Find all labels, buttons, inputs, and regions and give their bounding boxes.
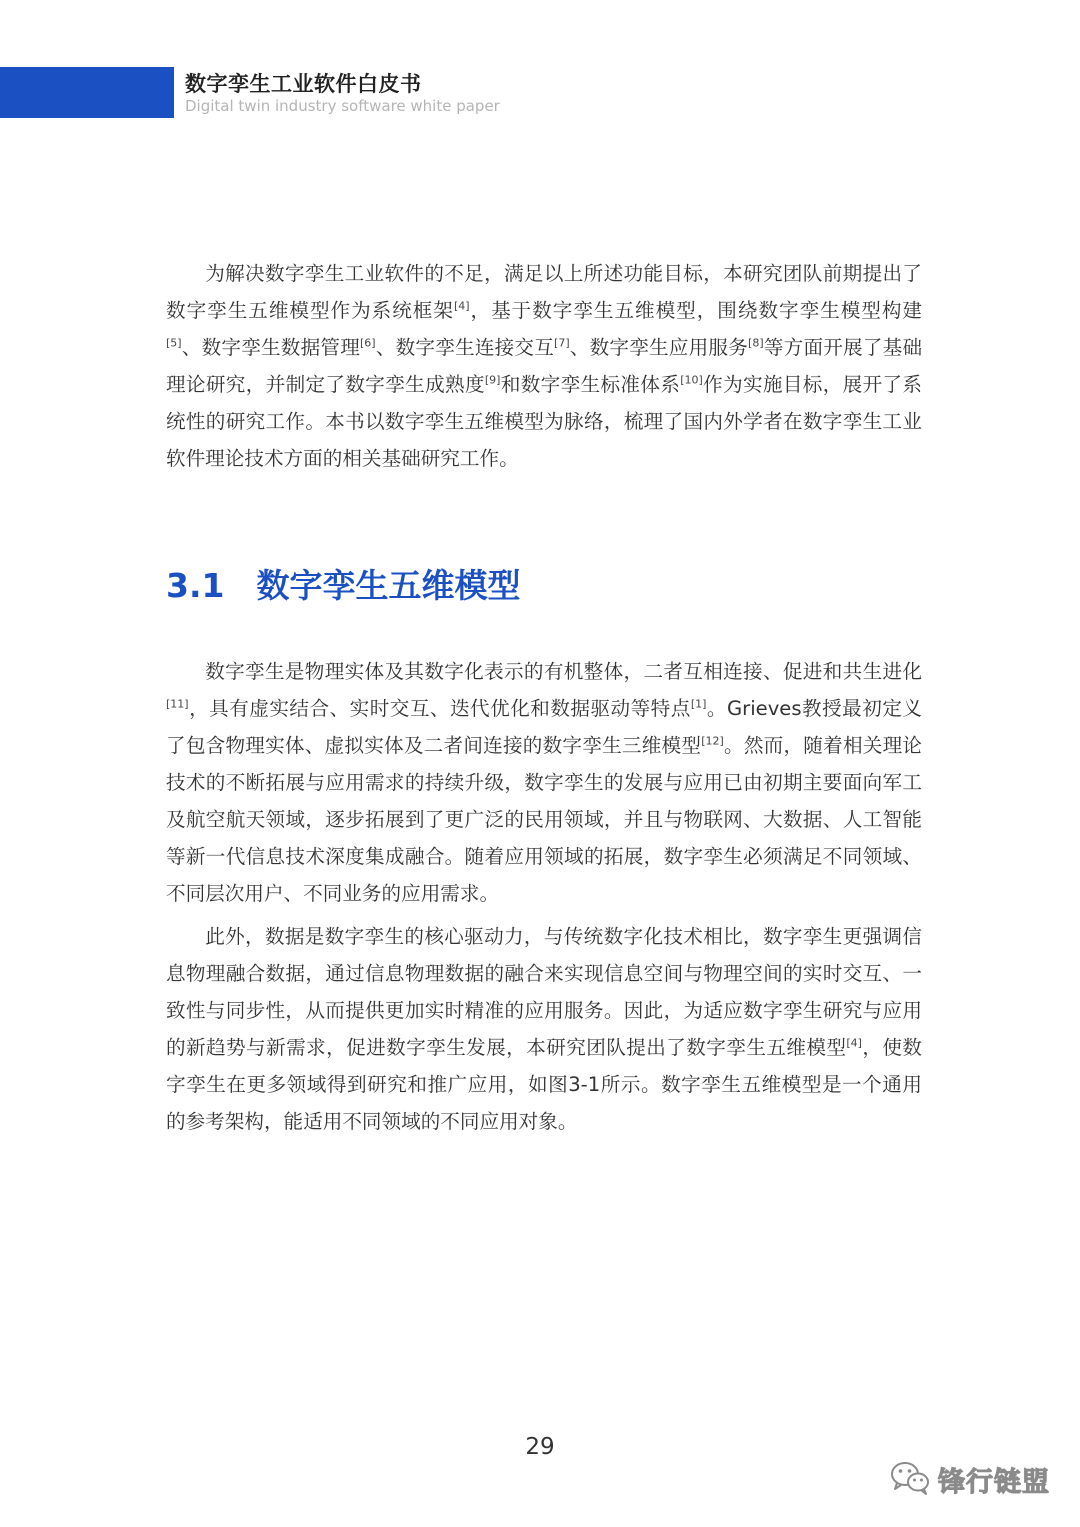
intro-text: 为解决数字孪生工业软件的不足，满足以上所述功能目标，本研究团队前期提出了数字孪生五维模型作为系统框架 <box>166 262 922 322</box>
page-number: 29 <box>525 1434 555 1460</box>
citation: [4] <box>453 299 470 313</box>
section-body <box>166 653 922 1140</box>
citation: [8] <box>748 336 764 350</box>
intro-text: 作为实施目标，展开了系统性的研究工作。本书以数字孪生五维模型为脉络，梳理了国内外学者在数字孪生工业软件理论技术方面的相关基础研究工作。 <box>166 373 923 470</box>
watermark <box>888 1458 1050 1500</box>
body-text: 数字孪生是物理实体及其数字化表示的有机整体，二者互相连接、促进和共生进化 <box>205 660 922 683</box>
body-paragraph <box>166 653 922 912</box>
intro-text: 、数字孪生连接交互 <box>375 336 555 359</box>
intro-text: 等方面开展了基础理论研究，并制定了数字孪生成熟度 <box>166 336 923 396</box>
watermark-text: 锋行链盟 <box>938 1466 1050 1498</box>
citation: [7] <box>554 336 570 350</box>
citation: [11] <box>166 697 189 711</box>
document-subtitle: Digital twin industry software white paper <box>185 97 500 115</box>
intro-text: ，基于数字孪生五维模型，围绕数字孪生模型构建 <box>469 299 923 322</box>
intro-paragraph <box>166 255 922 477</box>
body-text: 。然而，随着相关理论技术的不断拓展与应用需求的持续升级，数字孪生的发展与应用已由初期主要面向军工及航空航天领域，逐步拓展到了更广泛的民用领域，并且与物联网、大数据、人工智能等新一代信息技术深度集成融合。随着应用领域的拓展，数字孪生必须满足不同领域、不同层次用户、不同业务的应用需求。 <box>166 734 922 905</box>
citation: [6] <box>360 336 376 350</box>
section-title: 数字孪生五维模型 <box>256 566 521 605</box>
header-accent-bar <box>0 67 174 118</box>
body-text: 。Grieves教授最初定义了包含物理实体、虚拟实体及二者间连接的数字孪生三维模型 <box>166 697 922 757</box>
body-text: 此外，数据是数字孪生的核心驱动力，与传统数字化技术相比，数字孪生更强调信息物理融合数据，通过信息物理数据的融合来实现信息空间与物理空间的实时交互、一致性与同步性，从而提供更加实时精准的应用服务。因此，为适应数字孪生研究与应用的新趋势与新需求，促进数字孪生发展，本研究团队提出了数字孪生五维模型 <box>166 925 922 1059</box>
intro-text: 、数字孪生数据管理 <box>181 336 361 359</box>
intro-section <box>166 255 922 477</box>
citation: [4] <box>846 1036 862 1050</box>
citation: [5] <box>166 336 182 350</box>
section-number: 3.1 <box>166 566 225 605</box>
body-text: ，具有虚实结合、实时交互、迭代优化和数据驱动等特点 <box>188 697 691 720</box>
document-title: 数字孪生工业软件白皮书 <box>185 72 422 96</box>
intro-text: 、数字孪生应用服务 <box>569 336 749 359</box>
body-text: ，使数字孪生在更多领域得到研究和推广应用，如图3-1所示。数字孪生五维模型是一个通用的参考架构，能适用不同领域的不同应用对象。 <box>166 1036 923 1133</box>
wechat-icon <box>888 1458 932 1500</box>
intro-text: 和数字孪生标准体系 <box>500 373 681 396</box>
body-paragraph <box>166 918 922 1140</box>
citation: [12] <box>701 734 724 748</box>
citation: [9] <box>484 373 501 387</box>
citation: [1] <box>690 697 707 711</box>
citation: [10] <box>680 373 703 387</box>
section-heading <box>166 560 520 607</box>
